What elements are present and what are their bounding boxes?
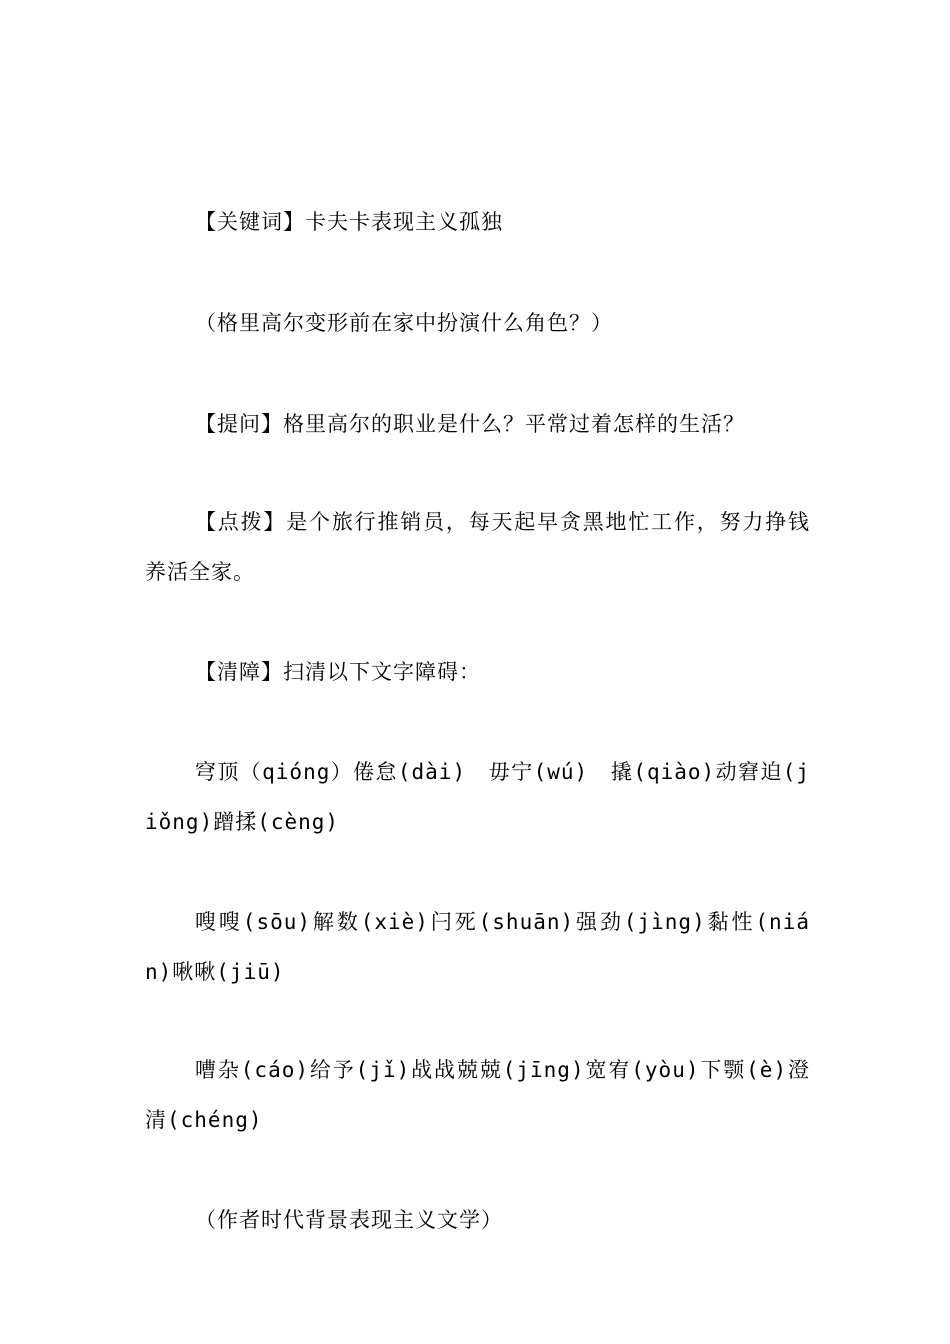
vocabulary-line-1: 穹顶（qióng）倦怠(dài) 毋宁(wú) 撬(qiào)动窘迫(jiǒng)蹭揉(cèng): [145, 760, 810, 834]
role-question-paragraph: （格里高尔变形前在家中扮演什么角色？）: [195, 311, 613, 335]
vocabulary-heading-paragraph: 【清障】扫清以下文字障碍：: [195, 660, 481, 684]
keywords-paragraph: 【关键词】卡夫卡表现主义孤独: [195, 210, 503, 234]
background-paragraph: （作者时代背景表现主义文学）: [195, 1208, 503, 1232]
hint-paragraph: 【点拨】是个旅行推销员，每天起早贪黑地忙工作，努力挣钱养活全家。: [145, 510, 810, 584]
vocabulary-line-2: 嗖嗖(sōu)解数(xiè)闩死(shuān)强劲(jìng)黏性(nián)啾啾(jiū): [145, 910, 810, 984]
vocabulary-line-3: 嘈杂(cáo)给予(jǐ)战战兢兢(jīng)宽宥(yòu)下颚(è)澄清(chéng): [145, 1058, 810, 1132]
question-paragraph: 【提问】格里高尔的职业是什么？平常过着怎样的生活？: [195, 412, 745, 436]
